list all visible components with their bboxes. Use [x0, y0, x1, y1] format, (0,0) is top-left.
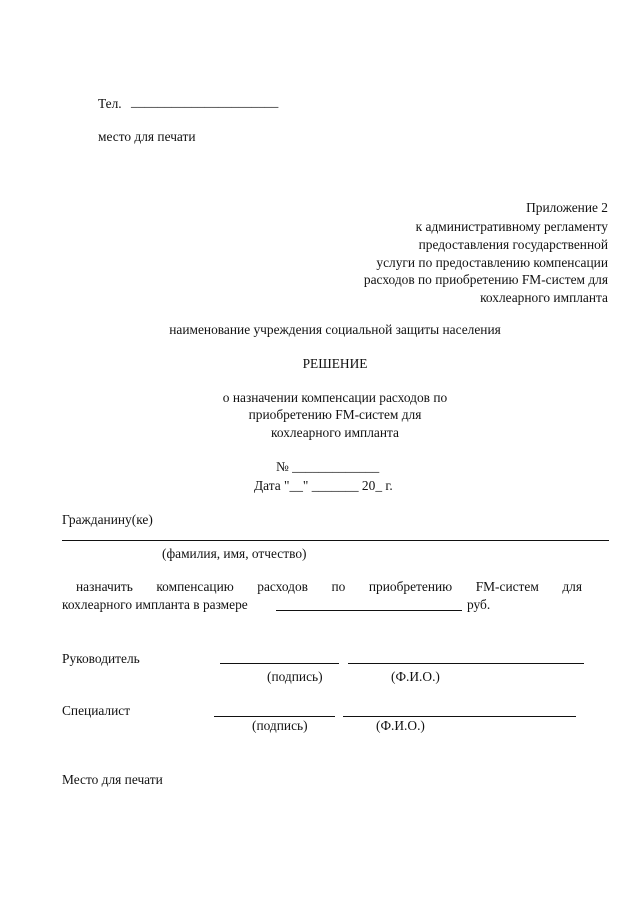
head-name-line — [348, 663, 518, 664]
appendix-line-2: к административному регламенту — [415, 219, 608, 234]
decision-subtitle-line-2: приобретению FM-систем для — [248, 407, 422, 422]
citizen-name-hint: (фамилия, имя, отчество) — [162, 546, 307, 561]
head-label: Руководитель — [62, 651, 140, 666]
decision-subtitle-line-1: о назначении компенсации расходов по — [222, 390, 448, 405]
citizen-label: Гражданину(ке) — [62, 512, 153, 527]
stamp-place-bottom: Место для печати — [62, 772, 163, 787]
body-text-line-2-end: руб. — [467, 597, 491, 612]
head-name-hint: (Ф.И.О.) — [391, 669, 440, 684]
appendix-line-3: предоставления государственной — [418, 237, 608, 252]
amount-blank — [276, 610, 462, 611]
specialist-name-hint: (Ф.И.О.) — [376, 718, 425, 733]
specialist-signature-line — [214, 716, 335, 717]
decision-number: № _____________ — [276, 459, 380, 474]
institution-name: наименование учреждения социальной защиты населения — [169, 322, 501, 337]
head-signature-line — [220, 663, 339, 664]
body-text-line-1: назначить компенсацию расходов по приобретению FM-систем для — [76, 579, 582, 594]
head-name-line-end — [518, 663, 584, 664]
specialist-label: Специалист — [62, 703, 131, 718]
appendix-line-4: услуги по предоставлению компенсации — [376, 255, 608, 270]
citizen-name-line — [62, 540, 609, 541]
appendix-line-1: Приложение 2 — [526, 200, 608, 215]
stamp-place-top: место для печати — [98, 129, 196, 144]
decision-date: Дата "__" _______ 20_ г. — [254, 478, 393, 493]
decision-subtitle-line-3: кохлеарного импланта — [271, 425, 399, 440]
appendix-line-6: кохлеарного импланта — [480, 290, 608, 305]
specialist-name-line — [343, 716, 576, 717]
phone-blank: ______________________ — [131, 94, 279, 109]
specialist-signature-hint: (подпись) — [252, 718, 308, 733]
decision-title: РЕШЕНИЕ — [302, 356, 368, 371]
head-signature-hint: (подпись) — [267, 669, 323, 684]
body-text-line-2-start: кохлеарного импланта в размере — [62, 597, 248, 612]
appendix-line-5: расходов по приобретению FM-систем для — [363, 272, 608, 287]
phone-label: Тел. — [98, 96, 122, 111]
